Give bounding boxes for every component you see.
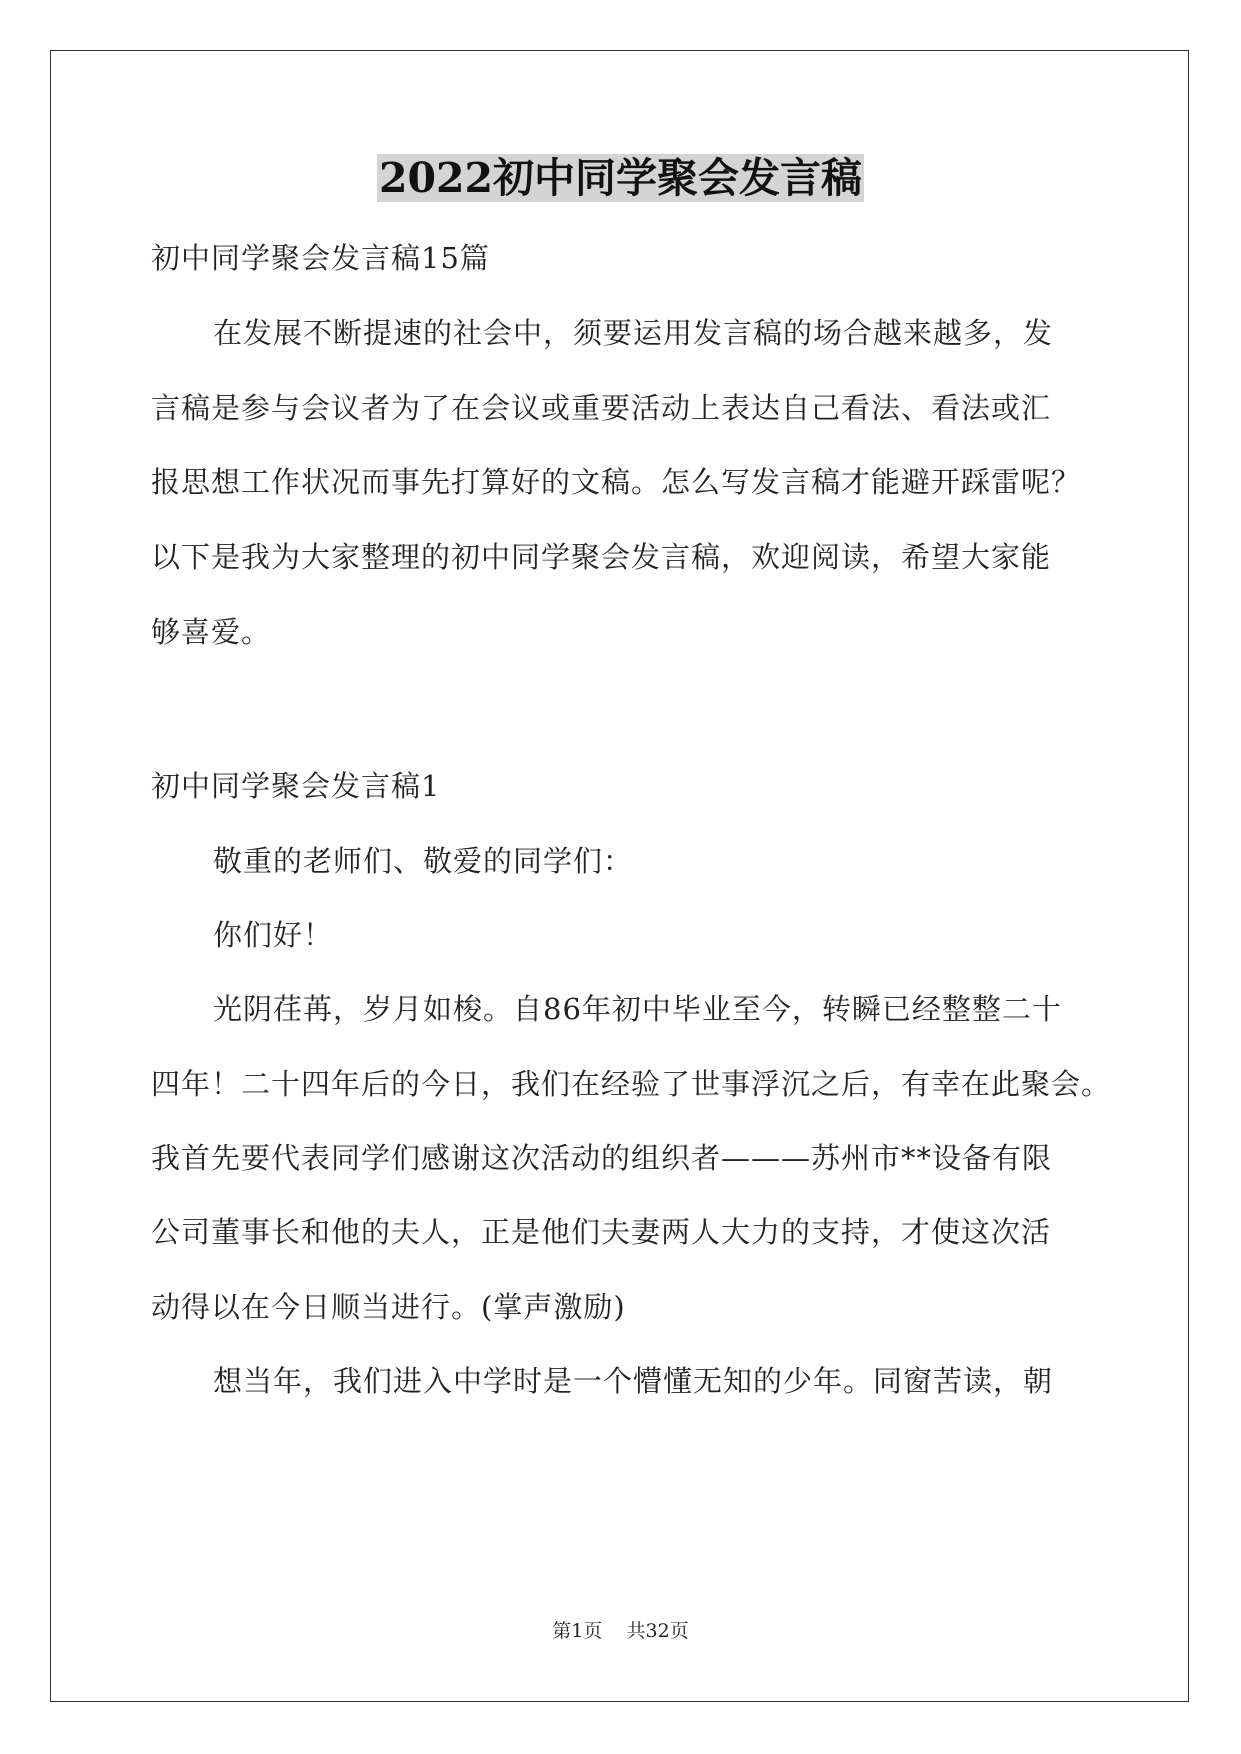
- paragraph-line: 言稿是参与会议者为了在会议或重要活动上表达自己看法、看法或汇: [151, 391, 1052, 425]
- paragraph-line: 光阴荏苒，岁月如梭。自86年初中毕业至今，转瞬已经整整二十: [213, 992, 1062, 1026]
- paragraph-line: 想当年，我们进入中学时是一个懵懂无知的少年。同窗苦读，朝: [213, 1364, 1054, 1398]
- paragraph-line: 在发展不断提速的社会中，须要运用发言稿的场合越来越多，发: [213, 316, 1054, 350]
- paragraph-line: 公司董事长和他的夫人，正是他们夫妻两人大力的支持，才使这次活: [151, 1215, 1052, 1249]
- document-title: [0, 148, 1241, 208]
- document-title-text: 2022初中同学聚会发言稿: [378, 154, 863, 202]
- paragraph-line: 敬重的老师们、敬爱的同学们：: [213, 844, 634, 878]
- paragraph-line: 你们好！: [213, 918, 334, 952]
- paragraph-line: 报思想工作状况而事先打算好的文稿。怎么写发言稿才能避开踩雷呢？: [151, 465, 1082, 499]
- paragraph-line: 动得以在今日顺当进行。(掌声激励): [151, 1290, 626, 1324]
- paragraph-line: 四年！二十四年后的今日，我们在经验了世事浮沉之后，有幸在此聚会。: [151, 1067, 1112, 1101]
- page-number: 第1页 共32页: [552, 1620, 689, 1642]
- paragraph-line: 以下是我为大家整理的初中同学聚会发言稿，欢迎阅读，希望大家能: [151, 540, 1052, 574]
- subtitle: 初中同学聚会发言稿15篇: [151, 241, 490, 275]
- paragraph-line: 我首先要代表同学们感谢这次活动的组织者———苏州市**设备有限: [151, 1141, 1053, 1175]
- section-heading: 初中同学聚会发言稿1: [151, 769, 441, 803]
- paragraph-line: 够喜爱。: [151, 615, 272, 649]
